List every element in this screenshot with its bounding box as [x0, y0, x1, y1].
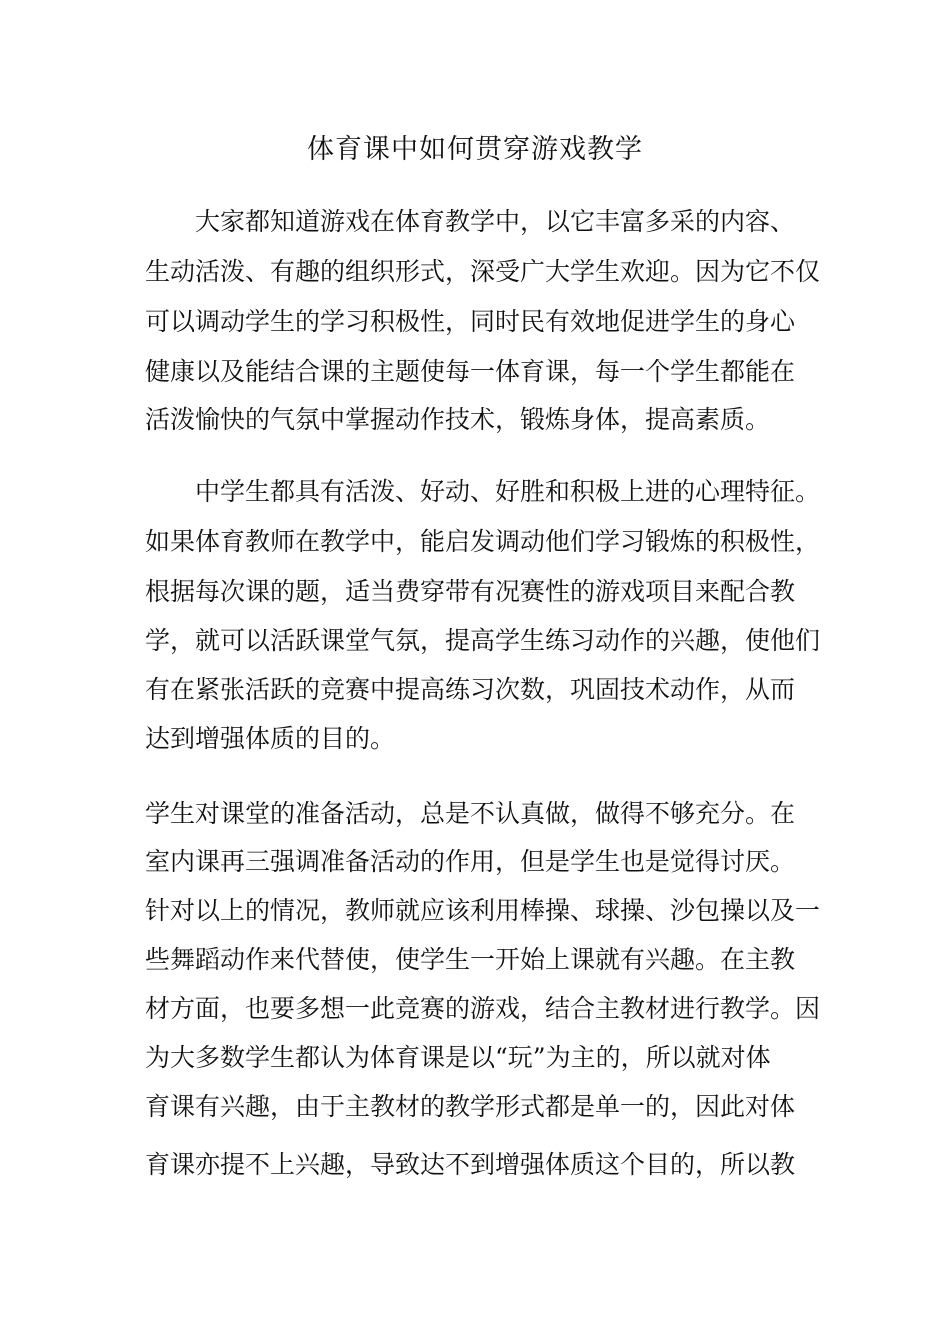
- paragraph-1-line-5: 活泼愉快的气氛中掌握动作技术，锻炼身体，提高素质。: [145, 405, 771, 434]
- paragraph-1-line-3: 可以调动学生的学习积极性，同时民有效地促进学生的身心: [145, 307, 796, 336]
- paragraph-3-line-3: 针对以上的情况，教师就应该利用棒操、球操、沙包操以及一: [145, 896, 821, 925]
- paragraph-3-line-1: 学生对课堂的准备活动，总是不认真做，做得不够充分。在: [145, 799, 796, 828]
- paragraph-2-line-2: 如果体育教师在教学中，能启发调动他们学习锻炼的积极性，: [145, 527, 821, 556]
- paragraph-3-line-2: 室内课再三强调准备活动的作用，但是学生也是觉得讨厌。: [145, 847, 796, 876]
- paragraph-3-line-7: 育课有兴趣，由于主教材的教学形式都是单一的，因此对体: [145, 1092, 796, 1121]
- paragraph-1-line-4: 健康以及能结合课的主题使每一体育课，每一个学生都能在: [145, 357, 796, 386]
- paragraph-3-line-8: 育课亦提不上兴趣，导致达不到增强体质这个目的，所以教: [145, 1150, 796, 1179]
- paragraph-2-line-3: 根据每次课的题，适当费穿带有况赛性的游戏项目来配合教: [145, 577, 796, 606]
- paragraph-2-line-4: 学，就可以活跃课堂气氛，提高学生练习动作的兴趣，使他们: [145, 626, 821, 655]
- paragraph-2-line-6: 达到增强体质的目的。: [145, 724, 396, 753]
- paragraph-1-line-2: 生动活泼、有趣的组织形式，深受广大学生欢迎。因为它不仅: [145, 257, 821, 286]
- paragraph-2-line-5: 有在紧张活跃的竞赛中提高练习次数，巩固技术动作，从而: [145, 675, 796, 704]
- paragraph-2-line-1: 中学生都具有活泼、好动、好胜和积极上进的心理特征。: [145, 477, 821, 506]
- paragraph-1-line-1: 大家都知道游戏在体育教学中，以它丰富多采的内容、: [145, 207, 796, 236]
- paragraph-3-line-6: 为大多数学生都认为体育课是以“玩”为主的，所以就对体: [145, 1043, 771, 1072]
- paragraph-3-line-4: 些舞蹈动作来代替使，使学生一开始上课就有兴趣。在主教: [145, 945, 796, 974]
- paragraph-3-line-5: 材方面，也要多想一此竞赛的游戏，结合主教材进行教学。因: [145, 994, 821, 1023]
- document-title: 体育课中如何贯穿游戏教学: [307, 134, 643, 165]
